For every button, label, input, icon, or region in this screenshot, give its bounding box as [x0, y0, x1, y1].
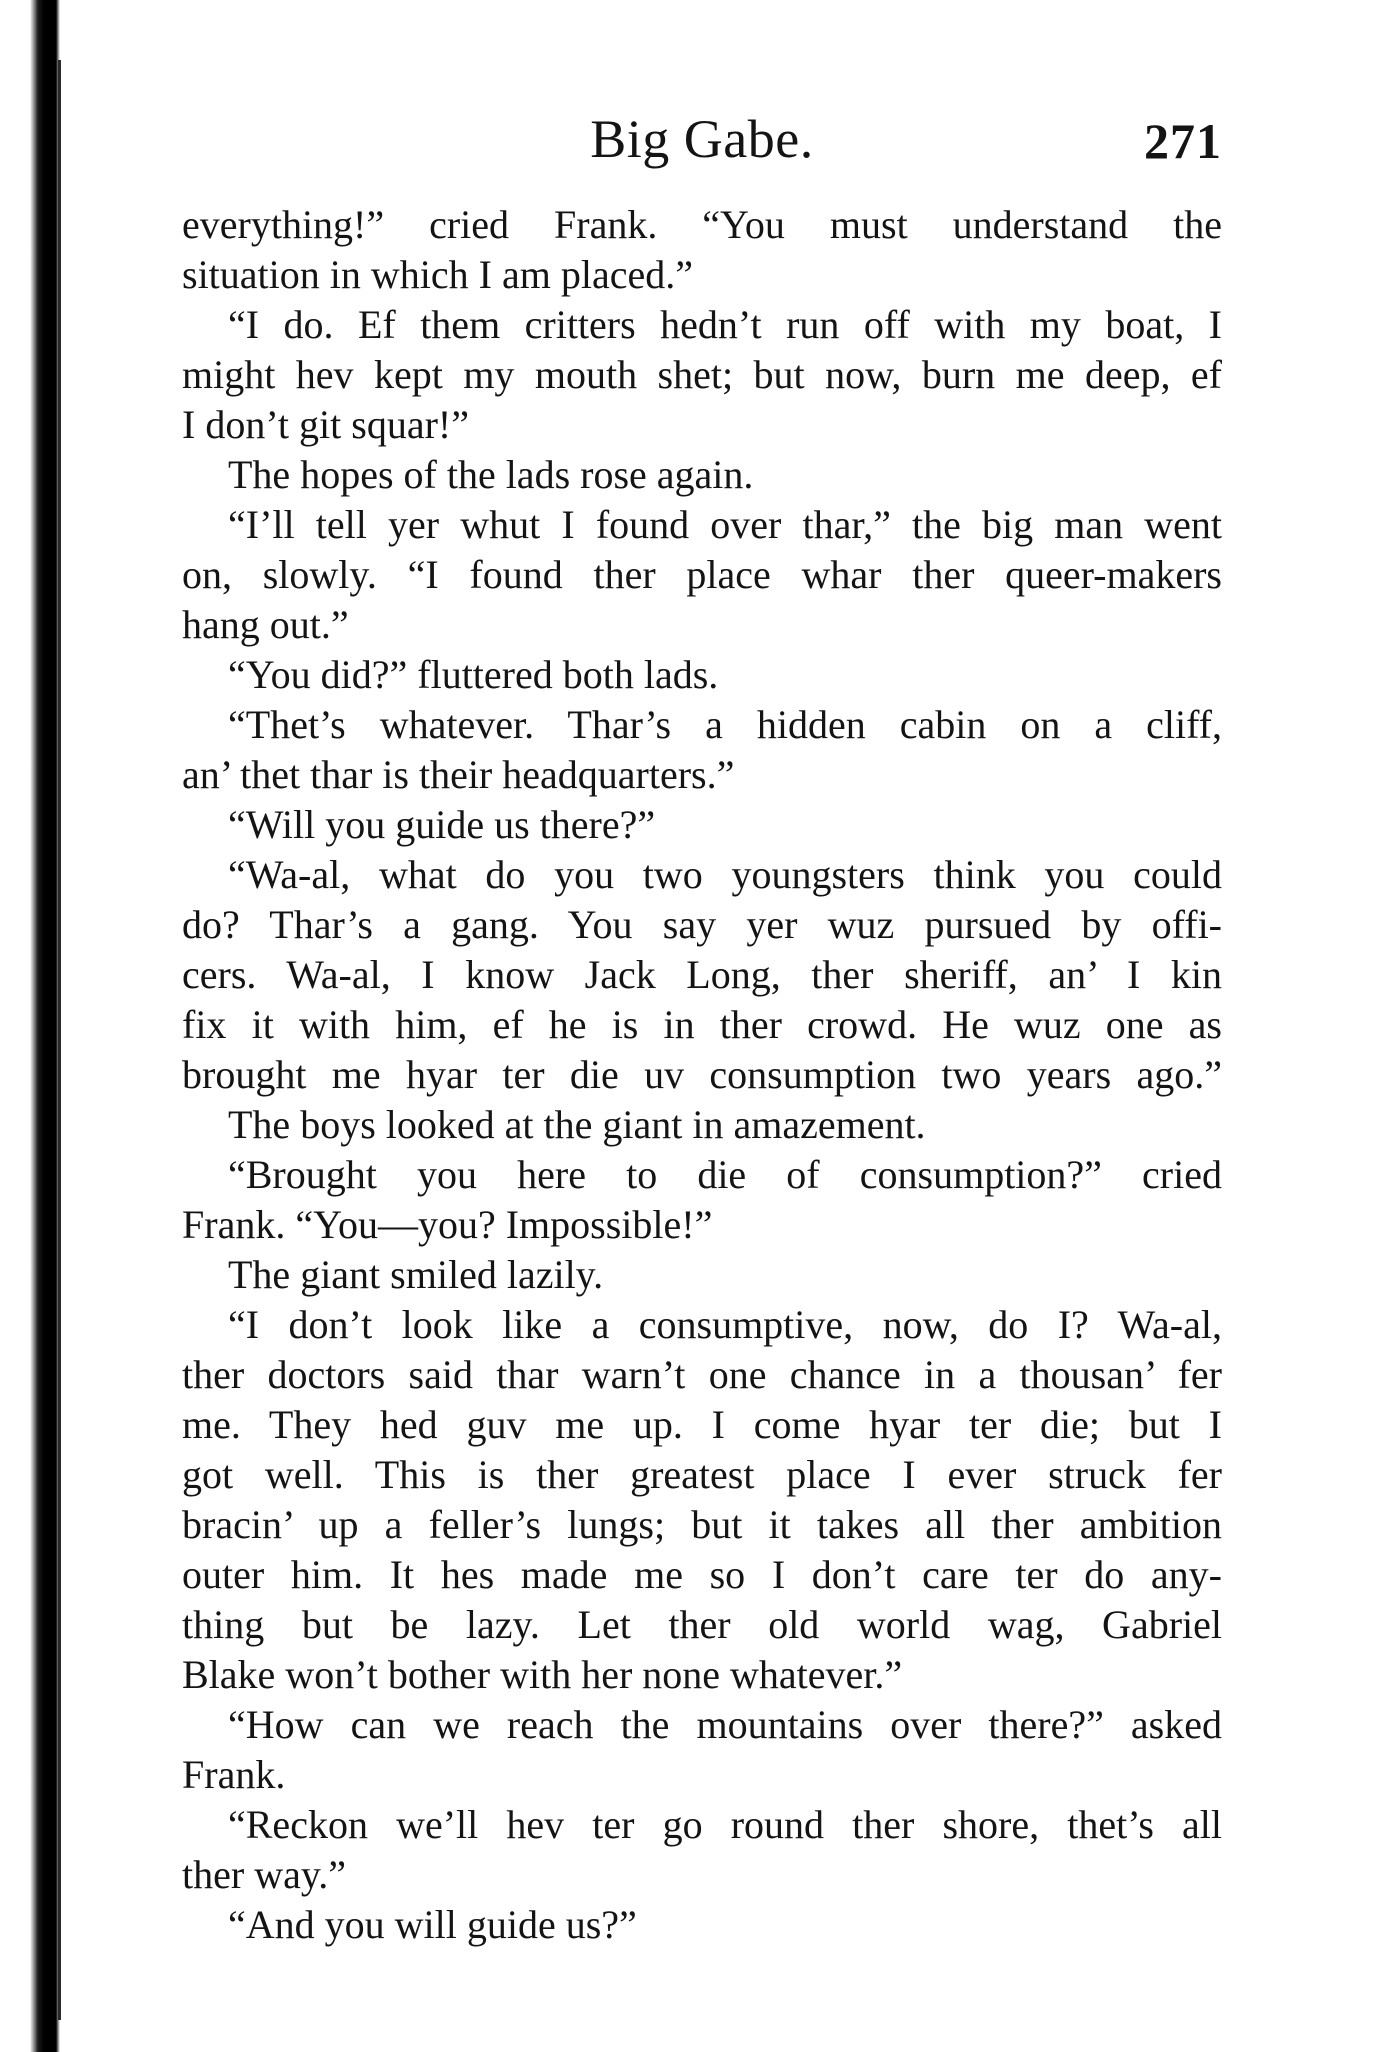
text-line: do? Thar’s a gang. You say yer wuz pursued by offi-: [182, 902, 1222, 947]
text-line: cers. Wa-al, I know Jack Long, ther sheriff, an’ I kin: [182, 952, 1222, 997]
text-line: I don’t git squar!”: [182, 402, 469, 447]
text-line: bracin’ up a feller’s lungs; but it takes all ther ambition: [182, 1502, 1222, 1547]
text-line: The hopes of the lads rose again.: [228, 452, 754, 497]
page-header: [182, 108, 1222, 178]
text-line: ther way.”: [182, 1852, 346, 1897]
text-line: on, slowly. “I found ther place whar ther queer-makers: [182, 552, 1222, 597]
text-line: ther doctors said thar warn’t one chance in a thousan’ fer: [182, 1352, 1222, 1397]
text-line: “I don’t look like a consumptive, now, do I? Wa-al,: [228, 1302, 1222, 1347]
text-line: hang out.”: [182, 602, 349, 647]
text-line: Frank. “You—you? Impossible!”: [182, 1202, 713, 1247]
text-line: “I’ll tell yer whut I found over thar,” the big man went: [228, 502, 1222, 547]
text-line: brought me hyar ter die uv consumption two years ago.”: [182, 1052, 1222, 1097]
text-line: everything!” cried Frank. “You must understand the: [182, 202, 1222, 247]
text-line: Blake won’t bother with her none whatever.”: [182, 1652, 903, 1697]
running-title: Big Gabe.: [590, 109, 814, 169]
text-line: “I do. Ef them critters hedn’t run off with my boat, I: [228, 302, 1222, 347]
body-text: [182, 200, 1222, 1950]
text-line: outer him. It hes made me so I don’t care ter do any-: [182, 1552, 1222, 1597]
text-line: “Will you guide us there?”: [228, 802, 656, 847]
text-line: The giant smiled lazily.: [228, 1252, 604, 1297]
text-line: The boys looked at the giant in amazement.: [228, 1102, 926, 1147]
text-line: Frank.: [182, 1752, 286, 1797]
text-line: me. They hed guv me up. I come hyar ter die; but I: [182, 1402, 1222, 1447]
text-line: thing but be lazy. Let ther old world wag, Gabriel: [182, 1602, 1222, 1647]
text-line: “How can we reach the mountains over there?” asked: [228, 1702, 1222, 1747]
text-line: “Thet’s whatever. Thar’s a hidden cabin on a cliff,: [228, 702, 1222, 747]
text-line: “You did?” fluttered both lads.: [228, 652, 719, 697]
text-line: fix it with him, ef he is in ther crowd. He wuz one as: [182, 1002, 1222, 1047]
text-line: an’ thet thar is their headquarters.”: [182, 752, 735, 797]
binding-edge-line: [58, 60, 61, 2020]
binding-shadow: [0, 0, 60, 2052]
text-line: “Reckon we’ll hev ter go round ther shore, thet’s all: [228, 1802, 1222, 1847]
text-line: situation in which I am placed.”: [182, 252, 693, 297]
text-line: “And you will guide us?”: [228, 1902, 637, 1947]
text-line: might hev kept my mouth shet; but now, burn me deep, ef: [182, 352, 1222, 397]
text-line: got well. This is ther greatest place I ever struck fer: [182, 1452, 1222, 1497]
page-number: 271: [1144, 113, 1222, 169]
text-line: “Wa-al, what do you two youngsters think you could: [228, 852, 1222, 897]
text-line: “Brought you here to die of consumption?” cried: [228, 1152, 1222, 1197]
